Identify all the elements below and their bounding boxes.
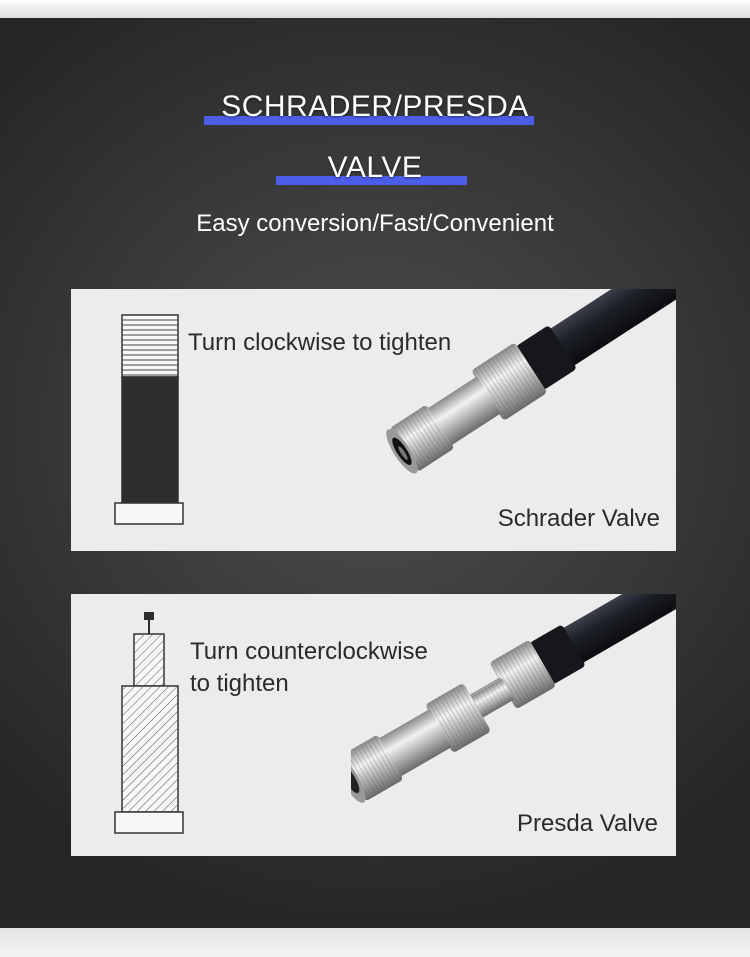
schrader-valve-diagram-icon: [111, 311, 191, 529]
bottom-strip: [0, 928, 750, 957]
schrader-valve-adapter-icon: [371, 289, 676, 509]
schrader-panel: [71, 289, 676, 551]
presda-valve-label: Presda Valve: [517, 810, 658, 837]
schrader-valve-label: Schrader Valve: [497, 505, 660, 532]
subtitle: Easy conversion/Fast/Convenient: [196, 210, 554, 237]
presda-instruction-line-2: to tighten: [190, 670, 289, 697]
top-strip: [0, 0, 750, 18]
presta-valve-diagram-icon: [111, 608, 191, 838]
title-line-1: SCHRADER/PRESDA: [221, 90, 529, 123]
presda-instruction-line-1: Turn counterclockwise: [190, 638, 428, 665]
schrader-instruction: Turn clockwise to tighten: [188, 329, 452, 356]
presda-panel: [71, 594, 676, 856]
title-line-2: VALVE: [327, 151, 423, 184]
presta-valve-adapter-icon: [351, 594, 676, 814]
